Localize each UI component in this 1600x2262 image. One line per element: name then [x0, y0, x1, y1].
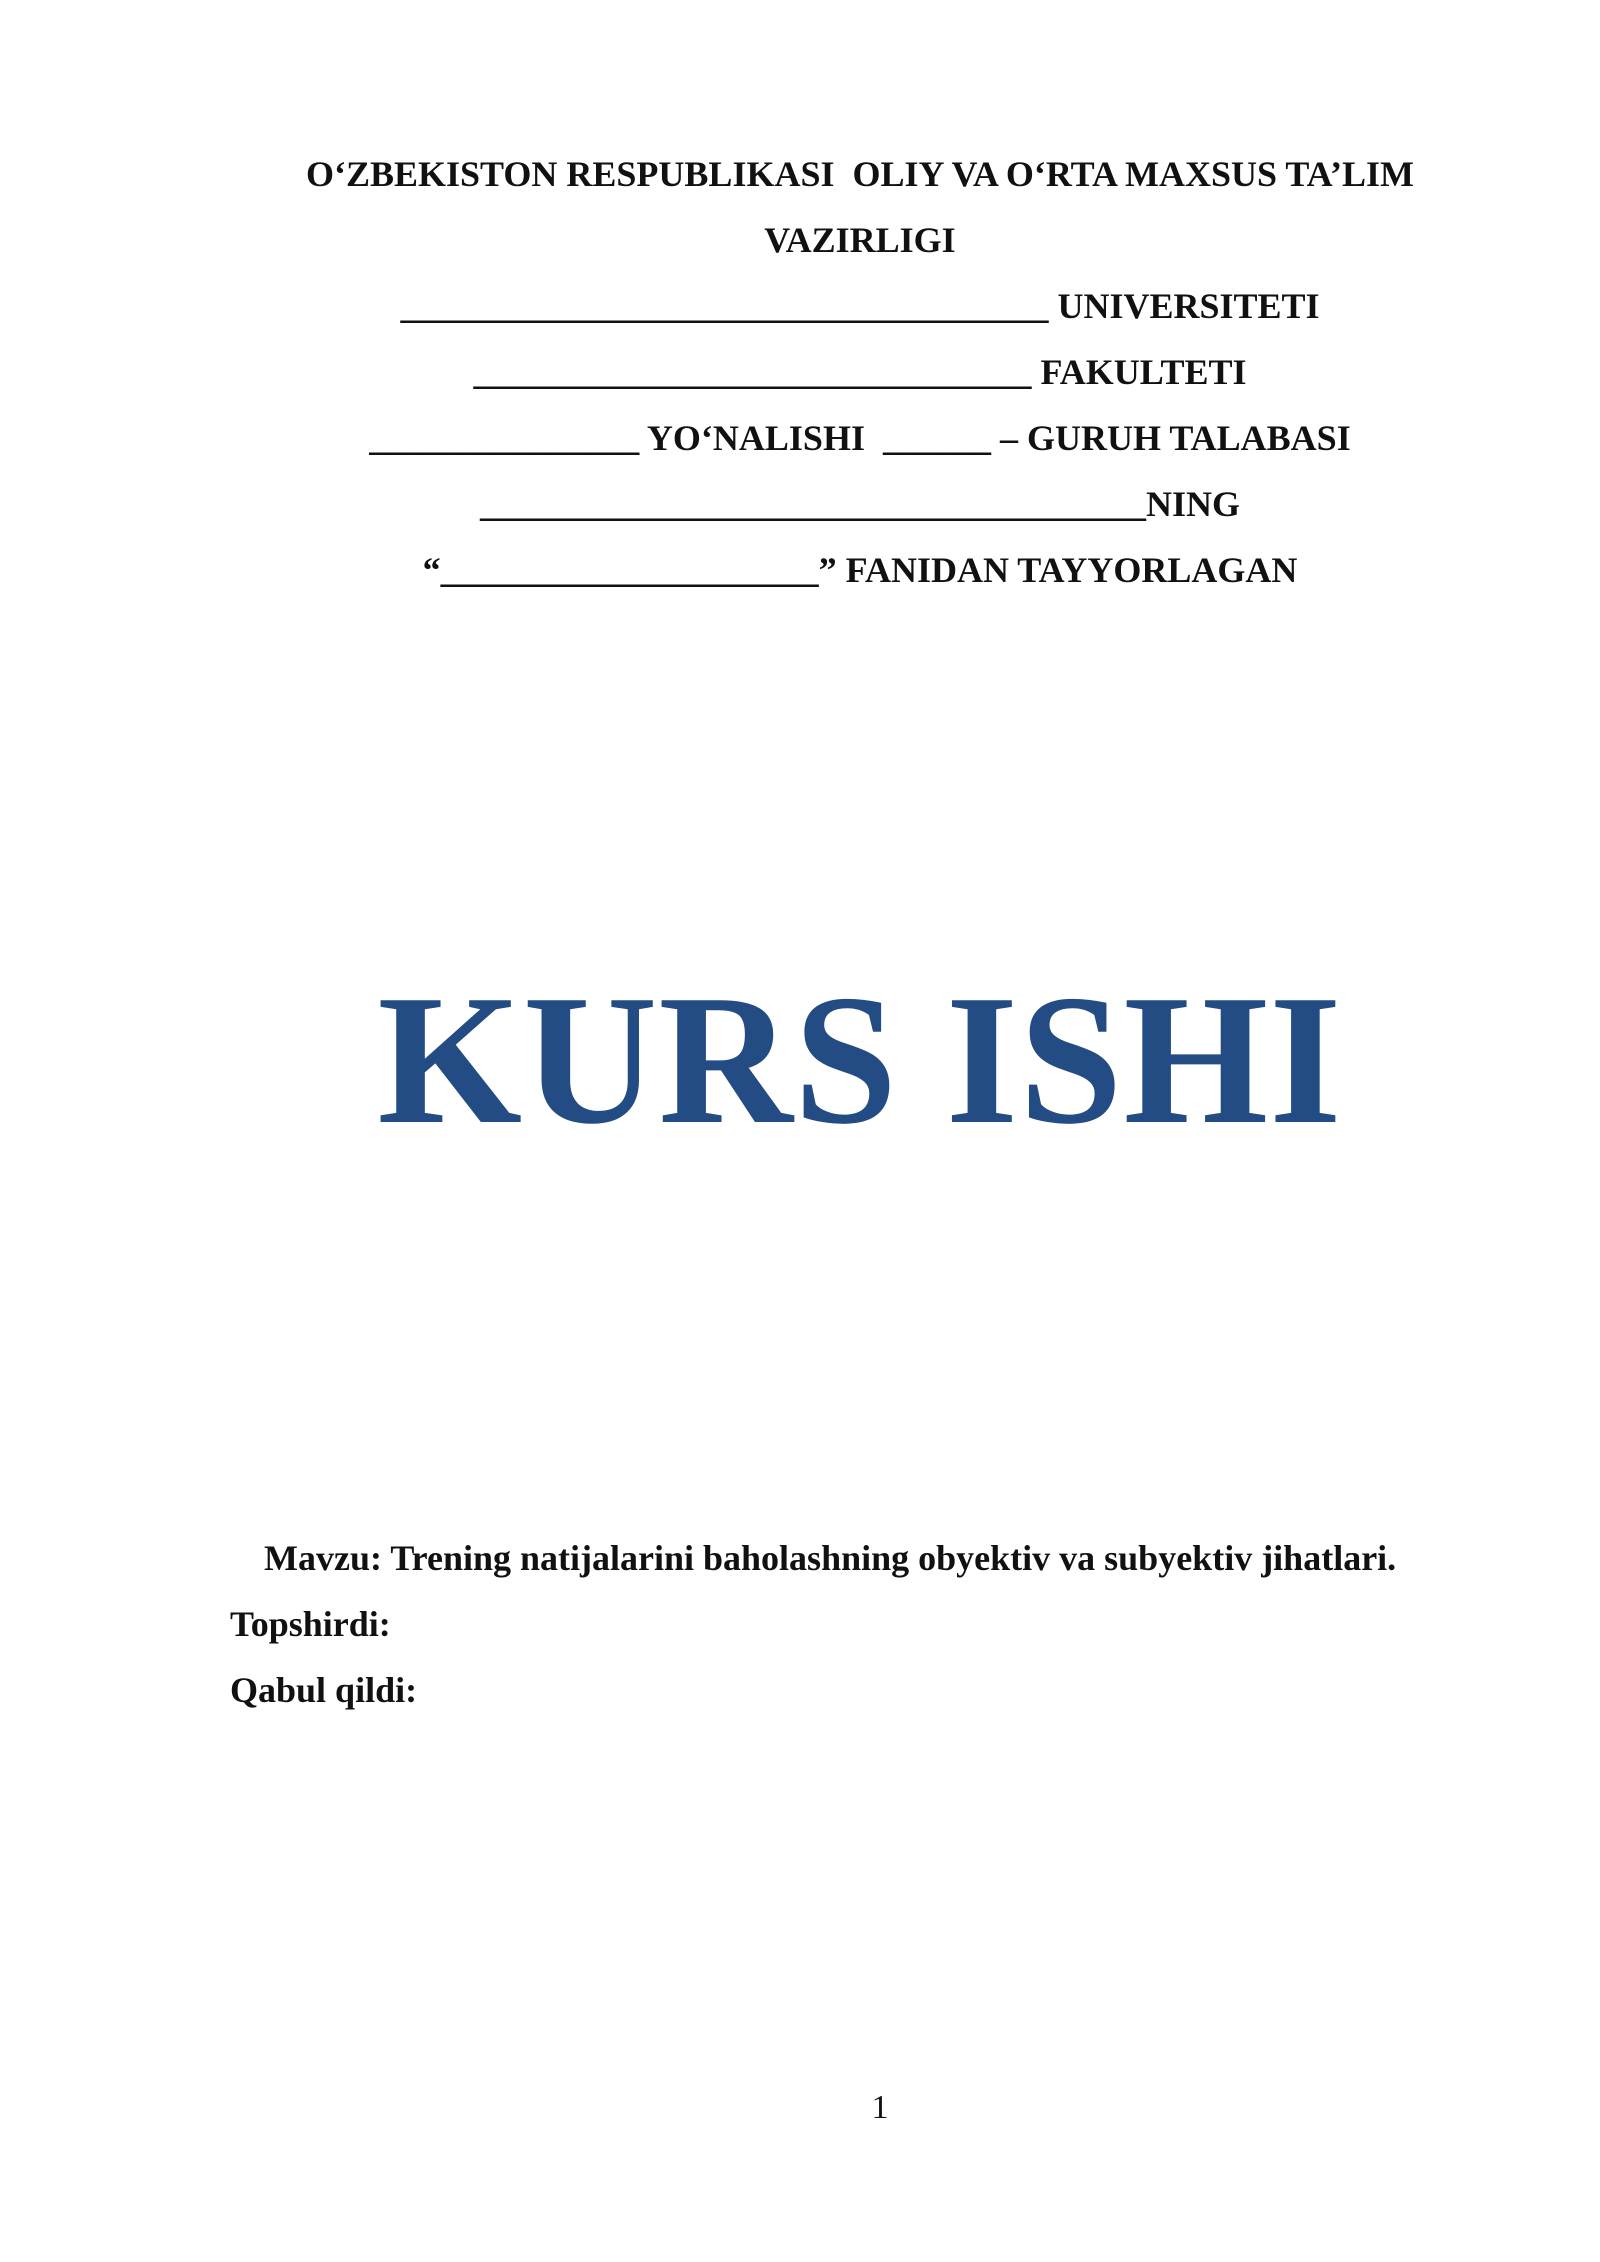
document-title: KURS ISHI	[377, 957, 1343, 1163]
university-line: ____________________________________ UNIVERSITETI	[400, 286, 1320, 326]
ministry-heading-line-1: O‘ZBEKISTON RESPUBLIKASI OLIY VA O‘RTA MAXSUS TA’LIM	[305, 154, 1414, 194]
page-number: 1	[871, 2089, 889, 2126]
submitted-by-label: Topshirdi:	[230, 1604, 391, 1644]
student-name-line: _____________________________________NING	[479, 484, 1240, 524]
direction-group-line: _______________ YO‘NALISHI ______ – GURUH TALABASI	[369, 418, 1351, 458]
accepted-by-label: Qabul qildi:	[230, 1670, 418, 1710]
faculty-line: _______________________________ FAKULTETI	[473, 352, 1247, 392]
subject-line: “_____________________” FANIDAN TAYYORLAGAN	[422, 550, 1298, 590]
topic-line: Mavzu: Trening natijalarini baholashning obyektiv va subyektiv jihatlari.	[264, 1538, 1397, 1578]
ministry-heading-line-2: VAZIRLIGI	[764, 220, 956, 260]
